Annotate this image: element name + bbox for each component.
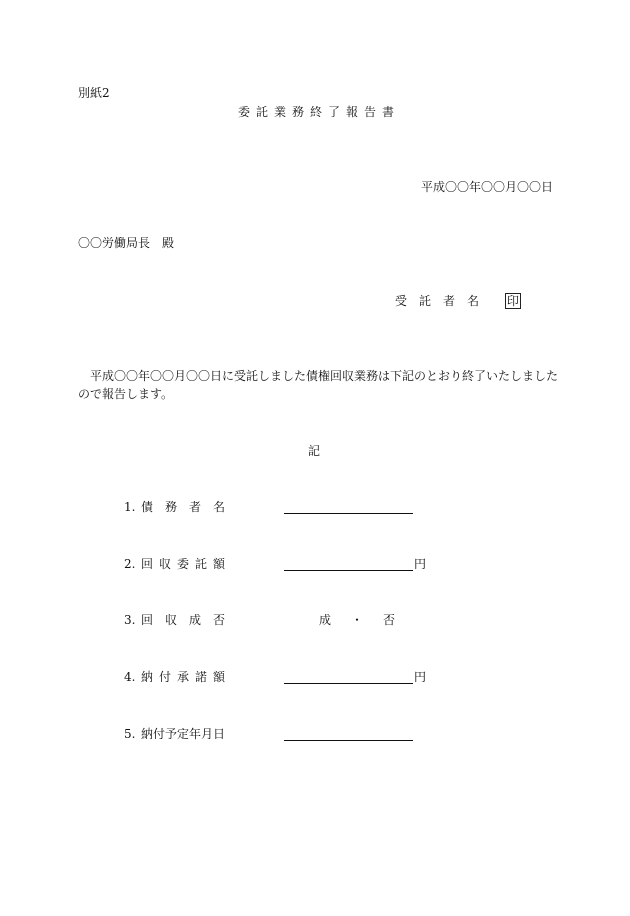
item-1-number: 1.: [124, 500, 136, 514]
item-3-number: 3.: [124, 613, 136, 627]
item-1-blank-line: [284, 513, 413, 514]
item-2-blank-line: [284, 570, 413, 571]
trustee-label: 受託者名: [395, 294, 492, 308]
seal-mark: 印: [506, 294, 519, 308]
item-4-unit: 円: [414, 670, 427, 684]
body-line-2: ので報告します。: [78, 387, 174, 401]
item-1-label: 債務者名: [141, 500, 238, 514]
item-5-number: 5.: [124, 727, 136, 741]
body-line-1: 平成〇〇年〇〇月〇〇日に受託しました債権回収業務は下記のとおり終了いたしました: [90, 369, 559, 383]
report-date: 平成〇〇年〇〇月〇〇日: [421, 180, 554, 194]
item-5-blank-line: [284, 740, 413, 741]
item-4-blank-line: [284, 683, 413, 684]
item-2-number: 2.: [124, 557, 136, 571]
item-2-unit: 円: [414, 557, 427, 571]
addressee: 〇〇労働局長 殿: [78, 236, 175, 250]
document-title: 委託業務終了報告書: [238, 105, 401, 119]
ki-heading: 記: [308, 444, 321, 458]
item-3-choice: 成 ・ 否: [319, 613, 400, 627]
trustee-line: [395, 293, 521, 309]
item-5-label: 納付予定年月日: [141, 727, 226, 741]
item-4-number: 4.: [124, 670, 136, 684]
item-3-label: 回収成否: [141, 613, 238, 627]
attachment-label: 別紙2: [78, 86, 110, 100]
item-4-label: 納付承諾額: [141, 670, 232, 684]
item-2-label: 回収委託額: [141, 557, 232, 571]
